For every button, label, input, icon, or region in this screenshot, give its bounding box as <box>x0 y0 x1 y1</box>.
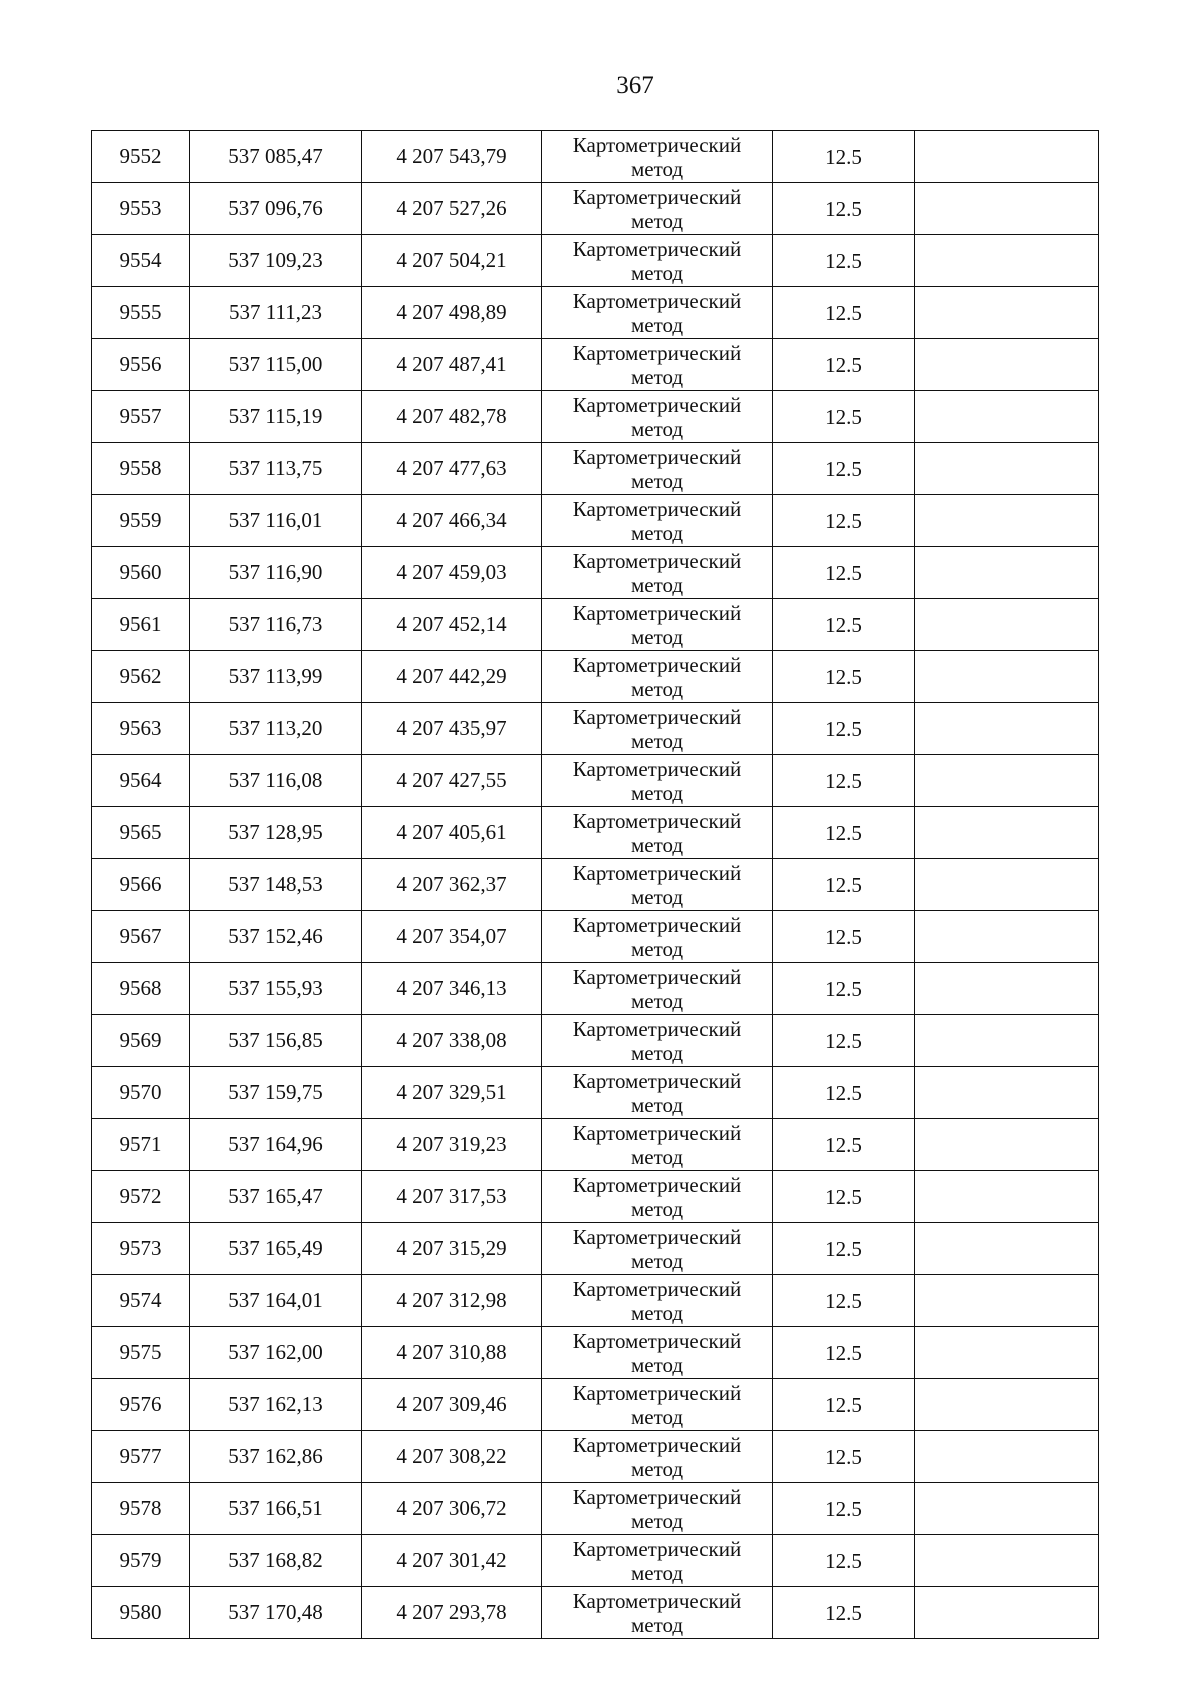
method-line-1: Картометрический <box>572 236 742 261</box>
note-cell <box>915 547 1099 599</box>
point-number-cell: 9556 <box>92 339 190 391</box>
point-number-cell: 9553 <box>92 183 190 235</box>
x-coordinate-cell: 537 155,93 <box>190 963 362 1015</box>
table-row <box>92 1119 1099 1171</box>
note-cell <box>915 1067 1099 1119</box>
method-line-1: Картометрический <box>572 1328 742 1353</box>
method-line-1: Картометрический <box>572 1432 742 1457</box>
method-line-1: Картометрический <box>572 132 742 157</box>
y-coordinate-cell: 4 207 308,22 <box>362 1431 542 1483</box>
table-row <box>92 339 1099 391</box>
table-row <box>92 599 1099 651</box>
method-cell <box>542 807 773 859</box>
y-coordinate-cell: 4 207 498,89 <box>362 287 542 339</box>
method-line-2: метод <box>630 884 684 909</box>
note-cell <box>915 235 1099 287</box>
table-row <box>92 1015 1099 1067</box>
x-coordinate-cell: 537 162,86 <box>190 1431 362 1483</box>
note-cell <box>915 703 1099 755</box>
point-number-cell: 9555 <box>92 287 190 339</box>
y-coordinate-cell: 4 207 482,78 <box>362 391 542 443</box>
table-row <box>92 1483 1099 1535</box>
method-line-1: Картометрический <box>572 1068 742 1093</box>
method-line-2: метод <box>630 1560 684 1585</box>
table-row <box>92 235 1099 287</box>
method-cell <box>542 339 773 391</box>
method-line-1: Картометрический <box>572 392 742 417</box>
point-number-cell: 9571 <box>92 1119 190 1171</box>
y-coordinate-cell: 4 207 317,53 <box>362 1171 542 1223</box>
point-number-cell: 9564 <box>92 755 190 807</box>
method-cell <box>542 1171 773 1223</box>
point-number-cell: 9579 <box>92 1535 190 1587</box>
method-line-1: Картометрический <box>572 1276 742 1301</box>
table-row <box>92 1275 1099 1327</box>
table-row <box>92 963 1099 1015</box>
note-cell <box>915 443 1099 495</box>
table-row <box>92 1587 1099 1639</box>
page-number: 367 <box>616 72 654 99</box>
accuracy-cell: 12.5 <box>773 703 915 755</box>
accuracy-cell: 12.5 <box>773 183 915 235</box>
y-coordinate-cell: 4 207 362,37 <box>362 859 542 911</box>
x-coordinate-cell: 537 148,53 <box>190 859 362 911</box>
y-coordinate-cell: 4 207 504,21 <box>362 235 542 287</box>
method-line-2: метод <box>630 572 684 597</box>
method-line-2: метод <box>630 156 684 181</box>
note-cell <box>915 755 1099 807</box>
y-coordinate-cell: 4 207 487,41 <box>362 339 542 391</box>
y-coordinate-cell: 4 207 293,78 <box>362 1587 542 1639</box>
method-line-1: Картометрический <box>572 704 742 729</box>
y-coordinate-cell: 4 207 301,42 <box>362 1535 542 1587</box>
x-coordinate-cell: 537 159,75 <box>190 1067 362 1119</box>
x-coordinate-cell: 537 113,20 <box>190 703 362 755</box>
method-line-1: Картометрический <box>572 1380 742 1405</box>
point-number-cell: 9570 <box>92 1067 190 1119</box>
method-line-2: метод <box>630 468 684 493</box>
note-cell <box>915 131 1099 183</box>
note-cell <box>915 183 1099 235</box>
method-line-1: Картометрический <box>572 964 742 989</box>
method-cell <box>542 1067 773 1119</box>
y-coordinate-cell: 4 207 427,55 <box>362 755 542 807</box>
method-line-1: Картометрический <box>572 184 742 209</box>
accuracy-cell: 12.5 <box>773 1067 915 1119</box>
method-line-2: метод <box>630 1092 684 1117</box>
accuracy-cell: 12.5 <box>773 1119 915 1171</box>
accuracy-cell: 12.5 <box>773 963 915 1015</box>
method-line-2: метод <box>630 1612 684 1637</box>
point-number-cell: 9569 <box>92 1015 190 1067</box>
point-number-cell: 9578 <box>92 1483 190 1535</box>
point-number-cell: 9566 <box>92 859 190 911</box>
note-cell <box>915 1327 1099 1379</box>
table-row <box>92 287 1099 339</box>
x-coordinate-cell: 537 116,08 <box>190 755 362 807</box>
method-cell <box>542 1275 773 1327</box>
method-cell <box>542 131 773 183</box>
point-number-cell: 9572 <box>92 1171 190 1223</box>
method-cell <box>542 651 773 703</box>
x-coordinate-cell: 537 113,99 <box>190 651 362 703</box>
method-cell <box>542 1327 773 1379</box>
note-cell <box>915 1379 1099 1431</box>
y-coordinate-cell: 4 207 306,72 <box>362 1483 542 1535</box>
x-coordinate-cell: 537 164,96 <box>190 1119 362 1171</box>
table-row <box>92 391 1099 443</box>
accuracy-cell: 12.5 <box>773 911 915 963</box>
y-coordinate-cell: 4 207 315,29 <box>362 1223 542 1275</box>
x-coordinate-cell: 537 113,75 <box>190 443 362 495</box>
method-line-1: Картометрический <box>572 288 742 313</box>
x-coordinate-cell: 537 168,82 <box>190 1535 362 1587</box>
method-line-2: метод <box>630 1248 684 1273</box>
method-cell <box>542 1587 773 1639</box>
method-cell <box>542 547 773 599</box>
accuracy-cell: 12.5 <box>773 1171 915 1223</box>
note-cell <box>915 1483 1099 1535</box>
method-line-1: Картометрический <box>572 548 742 573</box>
y-coordinate-cell: 4 207 338,08 <box>362 1015 542 1067</box>
method-cell <box>542 183 773 235</box>
x-coordinate-cell: 537 166,51 <box>190 1483 362 1535</box>
note-cell <box>915 651 1099 703</box>
accuracy-cell: 12.5 <box>773 1535 915 1587</box>
x-coordinate-cell: 537 115,19 <box>190 391 362 443</box>
method-line-1: Картометрический <box>572 860 742 885</box>
y-coordinate-cell: 4 207 459,03 <box>362 547 542 599</box>
method-line-1: Картометрический <box>572 1588 742 1613</box>
y-coordinate-cell: 4 207 405,61 <box>362 807 542 859</box>
accuracy-cell: 12.5 <box>773 547 915 599</box>
x-coordinate-cell: 537 116,01 <box>190 495 362 547</box>
point-number-cell: 9559 <box>92 495 190 547</box>
y-coordinate-cell: 4 207 310,88 <box>362 1327 542 1379</box>
method-line-2: метод <box>630 312 684 337</box>
method-line-2: метод <box>630 364 684 389</box>
method-line-2: метод <box>630 1508 684 1533</box>
table-row <box>92 443 1099 495</box>
y-coordinate-cell: 4 207 543,79 <box>362 131 542 183</box>
x-coordinate-cell: 537 170,48 <box>190 1587 362 1639</box>
x-coordinate-cell: 537 096,76 <box>190 183 362 235</box>
point-number-cell: 9568 <box>92 963 190 1015</box>
point-number-cell: 9554 <box>92 235 190 287</box>
table-row <box>92 703 1099 755</box>
note-cell <box>915 963 1099 1015</box>
table-body <box>92 131 1099 1639</box>
x-coordinate-cell: 537 156,85 <box>190 1015 362 1067</box>
note-cell <box>915 859 1099 911</box>
accuracy-cell: 12.5 <box>773 1379 915 1431</box>
table-row <box>92 183 1099 235</box>
method-line-2: метод <box>630 1196 684 1221</box>
method-cell <box>542 599 773 651</box>
method-cell <box>542 911 773 963</box>
table-row <box>92 651 1099 703</box>
y-coordinate-cell: 4 207 309,46 <box>362 1379 542 1431</box>
method-cell <box>542 287 773 339</box>
method-line-2: метод <box>630 676 684 701</box>
method-line-1: Картометрический <box>572 1120 742 1145</box>
x-coordinate-cell: 537 164,01 <box>190 1275 362 1327</box>
method-cell <box>542 235 773 287</box>
point-number-cell: 9563 <box>92 703 190 755</box>
method-cell <box>542 1431 773 1483</box>
note-cell <box>915 1587 1099 1639</box>
accuracy-cell: 12.5 <box>773 1431 915 1483</box>
accuracy-cell: 12.5 <box>773 599 915 651</box>
note-cell <box>915 1015 1099 1067</box>
point-number-cell: 9574 <box>92 1275 190 1327</box>
point-number-cell: 9573 <box>92 1223 190 1275</box>
method-line-1: Картометрический <box>572 496 742 521</box>
method-cell <box>542 391 773 443</box>
table-row <box>92 1171 1099 1223</box>
method-line-1: Картометрический <box>572 652 742 677</box>
method-line-1: Картометрический <box>572 1536 742 1561</box>
x-coordinate-cell: 537 165,47 <box>190 1171 362 1223</box>
point-number-cell: 9565 <box>92 807 190 859</box>
method-line-2: метод <box>630 988 684 1013</box>
method-cell <box>542 703 773 755</box>
x-coordinate-cell: 537 162,00 <box>190 1327 362 1379</box>
method-line-2: метод <box>630 1352 684 1377</box>
accuracy-cell: 12.5 <box>773 859 915 911</box>
y-coordinate-cell: 4 207 346,13 <box>362 963 542 1015</box>
accuracy-cell: 12.5 <box>773 131 915 183</box>
method-cell <box>542 963 773 1015</box>
x-coordinate-cell: 537 165,49 <box>190 1223 362 1275</box>
point-number-cell: 9557 <box>92 391 190 443</box>
accuracy-cell: 12.5 <box>773 755 915 807</box>
table-row <box>92 1379 1099 1431</box>
y-coordinate-cell: 4 207 477,63 <box>362 443 542 495</box>
point-number-cell: 9561 <box>92 599 190 651</box>
method-line-1: Картометрический <box>572 1016 742 1041</box>
point-number-cell: 9576 <box>92 1379 190 1431</box>
note-cell <box>915 1431 1099 1483</box>
y-coordinate-cell: 4 207 329,51 <box>362 1067 542 1119</box>
method-line-1: Картометрический <box>572 912 742 937</box>
x-coordinate-cell: 537 116,73 <box>190 599 362 651</box>
method-cell <box>542 495 773 547</box>
note-cell <box>915 911 1099 963</box>
method-cell <box>542 755 773 807</box>
y-coordinate-cell: 4 207 452,14 <box>362 599 542 651</box>
x-coordinate-cell: 537 128,95 <box>190 807 362 859</box>
method-line-2: метод <box>630 728 684 753</box>
accuracy-cell: 12.5 <box>773 651 915 703</box>
point-number-cell: 9560 <box>92 547 190 599</box>
x-coordinate-cell: 537 085,47 <box>190 131 362 183</box>
y-coordinate-cell: 4 207 527,26 <box>362 183 542 235</box>
accuracy-cell: 12.5 <box>773 235 915 287</box>
table-row <box>92 1431 1099 1483</box>
table-row <box>92 495 1099 547</box>
coordinates-table <box>91 130 1099 1639</box>
point-number-cell: 9567 <box>92 911 190 963</box>
method-line-1: Картометрический <box>572 756 742 781</box>
table-row <box>92 1327 1099 1379</box>
note-cell <box>915 1275 1099 1327</box>
note-cell <box>915 1171 1099 1223</box>
x-coordinate-cell: 537 111,23 <box>190 287 362 339</box>
x-coordinate-cell: 537 109,23 <box>190 235 362 287</box>
method-line-1: Картометрический <box>572 1172 742 1197</box>
note-cell <box>915 495 1099 547</box>
x-coordinate-cell: 537 162,13 <box>190 1379 362 1431</box>
accuracy-cell: 12.5 <box>773 1327 915 1379</box>
accuracy-cell: 12.5 <box>773 339 915 391</box>
method-line-2: метод <box>630 416 684 441</box>
method-cell <box>542 1119 773 1171</box>
method-line-1: Картометрический <box>572 340 742 365</box>
y-coordinate-cell: 4 207 435,97 <box>362 703 542 755</box>
point-number-cell: 9580 <box>92 1587 190 1639</box>
note-cell <box>915 1119 1099 1171</box>
table-row <box>92 807 1099 859</box>
y-coordinate-cell: 4 207 466,34 <box>362 495 542 547</box>
method-line-1: Картометрический <box>572 444 742 469</box>
table-row <box>92 911 1099 963</box>
y-coordinate-cell: 4 207 442,29 <box>362 651 542 703</box>
method-cell <box>542 1015 773 1067</box>
method-line-2: метод <box>630 624 684 649</box>
method-cell <box>542 1535 773 1587</box>
method-line-2: метод <box>630 832 684 857</box>
method-line-2: метод <box>630 520 684 545</box>
method-cell <box>542 1223 773 1275</box>
accuracy-cell: 12.5 <box>773 1275 915 1327</box>
note-cell <box>915 339 1099 391</box>
accuracy-cell: 12.5 <box>773 1483 915 1535</box>
table-row <box>92 547 1099 599</box>
note-cell <box>915 287 1099 339</box>
note-cell <box>915 1223 1099 1275</box>
table-row <box>92 1223 1099 1275</box>
method-line-2: метод <box>630 260 684 285</box>
method-line-2: метод <box>630 1456 684 1481</box>
table-row <box>92 131 1099 183</box>
point-number-cell: 9558 <box>92 443 190 495</box>
method-line-2: метод <box>630 936 684 961</box>
method-line-2: метод <box>630 780 684 805</box>
accuracy-cell: 12.5 <box>773 1587 915 1639</box>
accuracy-cell: 12.5 <box>773 807 915 859</box>
point-number-cell: 9575 <box>92 1327 190 1379</box>
table-row <box>92 1535 1099 1587</box>
accuracy-cell: 12.5 <box>773 443 915 495</box>
accuracy-cell: 12.5 <box>773 1015 915 1067</box>
note-cell <box>915 1535 1099 1587</box>
method-line-2: метод <box>630 1040 684 1065</box>
point-number-cell: 9562 <box>92 651 190 703</box>
method-cell <box>542 859 773 911</box>
method-line-1: Картометрический <box>572 1224 742 1249</box>
y-coordinate-cell: 4 207 354,07 <box>362 911 542 963</box>
method-line-1: Картометрический <box>572 600 742 625</box>
method-cell <box>542 1379 773 1431</box>
accuracy-cell: 12.5 <box>773 1223 915 1275</box>
method-cell <box>542 443 773 495</box>
y-coordinate-cell: 4 207 312,98 <box>362 1275 542 1327</box>
x-coordinate-cell: 537 115,00 <box>190 339 362 391</box>
x-coordinate-cell: 537 152,46 <box>190 911 362 963</box>
accuracy-cell: 12.5 <box>773 287 915 339</box>
method-line-1: Картометрический <box>572 1484 742 1509</box>
method-cell <box>542 1483 773 1535</box>
accuracy-cell: 12.5 <box>773 495 915 547</box>
table-row <box>92 859 1099 911</box>
accuracy-cell: 12.5 <box>773 391 915 443</box>
note-cell <box>915 391 1099 443</box>
table-row <box>92 1067 1099 1119</box>
y-coordinate-cell: 4 207 319,23 <box>362 1119 542 1171</box>
method-line-2: метод <box>630 1404 684 1429</box>
method-line-2: метод <box>630 1144 684 1169</box>
point-number-cell: 9577 <box>92 1431 190 1483</box>
method-line-1: Картометрический <box>572 808 742 833</box>
method-line-2: метод <box>630 208 684 233</box>
x-coordinate-cell: 537 116,90 <box>190 547 362 599</box>
note-cell <box>915 599 1099 651</box>
table-row <box>92 755 1099 807</box>
note-cell <box>915 807 1099 859</box>
point-number-cell: 9552 <box>92 131 190 183</box>
method-line-2: метод <box>630 1300 684 1325</box>
